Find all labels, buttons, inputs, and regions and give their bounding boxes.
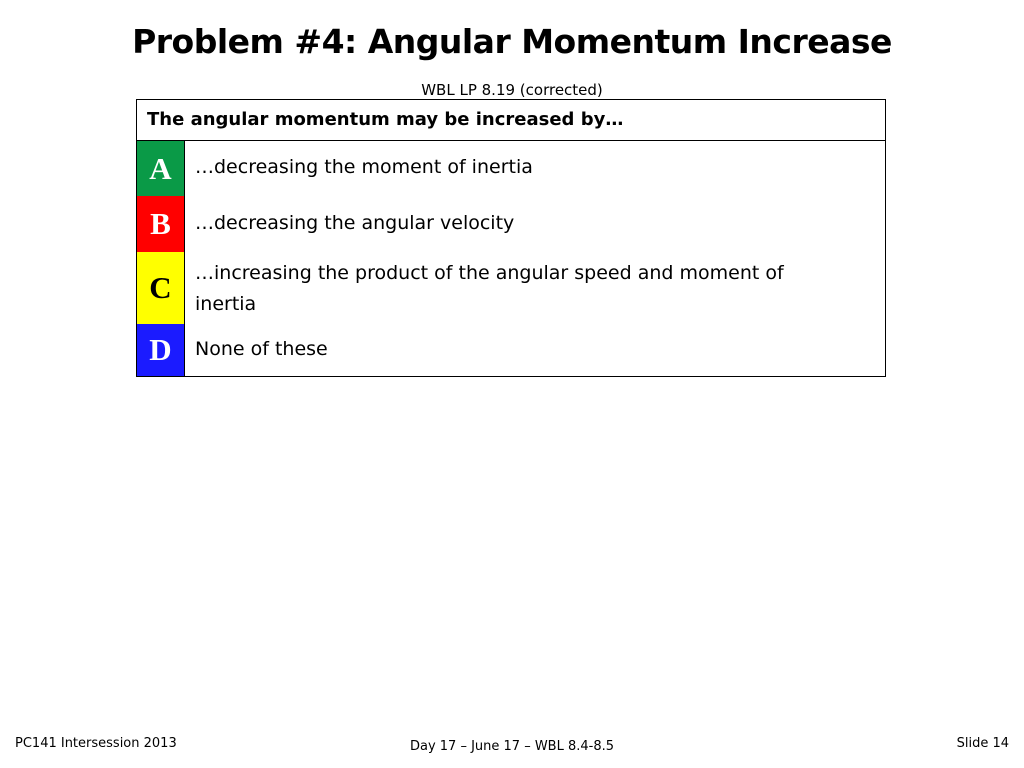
option-text-d: None of these: [195, 338, 328, 360]
option-letter-c: C: [137, 252, 185, 324]
slide-subtitle: WBL LP 8.19 (corrected): [421, 81, 603, 99]
option-text-a: …decreasing the moment of inertia: [195, 156, 533, 178]
option-row-b[interactable]: [137, 196, 885, 252]
slide-title: Problem #4: Angular Momentum Increase: [132, 22, 892, 61]
option-letter-b: B: [137, 196, 185, 252]
option-letter-d: D: [137, 324, 185, 376]
option-row-c[interactable]: [137, 252, 885, 324]
footer-slide-number: Slide 14: [956, 736, 1009, 751]
option-letter-a: A: [137, 141, 185, 196]
option-text-c: …increasing the product of the angular speed and moment of inertia: [195, 262, 784, 315]
option-row-a[interactable]: [137, 141, 885, 196]
question-table: [136, 99, 886, 377]
question-stem: The angular momentum may be increased by…: [137, 100, 885, 141]
footer-day: Day 17 – June 17 – WBL 8.4-8.5: [409, 739, 615, 754]
footer-course: PC141 Intersession 2013: [15, 736, 177, 751]
option-row-d[interactable]: [137, 324, 885, 376]
option-text-b: …decreasing the angular velocity: [195, 212, 515, 234]
